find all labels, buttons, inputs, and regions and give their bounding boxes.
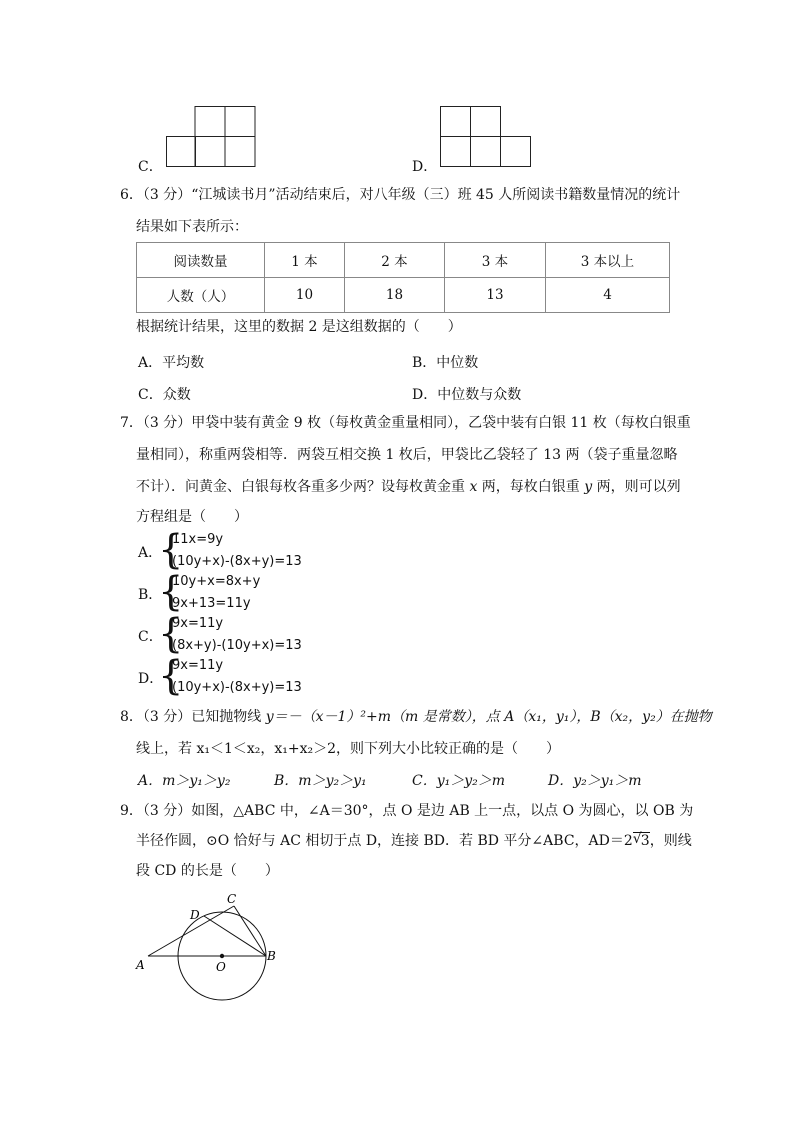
q7-line3-part2: 两，每枚白银重 [477,479,585,495]
q8-stem-line1 [120,708,712,726]
q7-option-c-eq2: (8x+y)-(10y+x)=13 [172,638,302,653]
label-o: O [216,960,226,974]
q7-option-d-eq2: (10y+x)-(8x+y)=13 [172,680,302,695]
segment-bd [204,916,266,956]
q7-option-a-eq2: (10y+x)-(8x+y)=13 [172,554,302,569]
q6-stem-line1: 6．（3 分）“江城读书月”活动结束后，对八年级（三）班 45 人所阅读书籍数量情况的统计 [120,187,681,203]
var-x: x [469,479,478,495]
table-cell: 13 [445,278,546,313]
brace-icon: { [158,527,184,573]
q9-stem-line1: 9．（3 分）如图，△ABC 中，∠A＝30°，点 O 是边 AB 上一点，以点 O 为圆心，以 OB 为 [120,803,694,819]
label-b: B [267,949,276,963]
q5-option-d-label[interactable]: D． [412,159,438,175]
q7-stem-line4: 方程组是（ ） [136,509,248,525]
q7-option-c-eq1: 9x=11y [172,616,224,631]
q8-stem-line2: 线上，若 x₁＜1＜x₂，x₁+x₂＞2，则下列大小比较正确的是（ ） [136,741,561,757]
q7-stem-line3 [136,478,681,496]
var-y: y [584,479,593,495]
q5-option-d-figure [440,106,532,168]
q7-option-b-label[interactable]: B． [138,587,163,603]
table-cell: 10 [265,278,345,313]
brace-icon: { [158,569,184,615]
q7-option-d-eq1: 9x=11y [172,658,224,673]
table-header-cell: 3 本以上 [546,243,670,278]
q7-line3-part3: 两，则可以列 [592,479,681,495]
segment-cb [234,906,266,956]
label-c: C [227,892,237,906]
q8-option-b[interactable]: B．m＞y₂＞y₁ [274,773,367,789]
q7-option-b-eq2: 9x+13=11y [172,596,251,611]
q7-option-b-eq1: 10y+x=8x+y [172,574,261,589]
table-header-cell: 1 本 [265,243,345,278]
q6-stats-table [136,242,670,313]
table-header-cell: 3 本 [445,243,546,278]
q7-option-d-label[interactable]: D． [138,671,164,687]
q5-option-c-figure [166,106,258,168]
q5-option-c-label[interactable]: C． [138,159,163,175]
q9-radicand: 3 [640,833,650,849]
q9-stem-line3: 段 CD 的长是（ ） [136,863,279,879]
q6-stem-line2: 结果如下表所示： [136,219,248,235]
q7-option-a-eq1: 11x=9y [172,532,224,547]
table-header-cell: 阅读数量 [137,243,265,278]
brace-icon: { [158,611,184,657]
q8-option-c[interactable]: C．y₁＞y₂＞m [412,773,506,789]
q8-line1-prefix: 8．（3 分）已知抛物线 [120,709,266,725]
q7-option-c-label[interactable]: C． [138,629,163,645]
table-header-cell: 2 本 [345,243,445,278]
table-cell: 人数（人） [137,278,265,313]
q6-option-c[interactable]: C．众数 [138,387,191,403]
q8-formula: y＝－（x－1）²+m（m 是常数），点 A（x₁，y₁），B（x₂，y₂）在抛物 [265,709,712,725]
q7-stem-line2: 量相同），称重两袋相等．两袋互相交换 1 枚后，甲袋比乙袋轻了 13 两（袋子重量忽略 [136,447,678,463]
q9-stem-line2 [136,832,692,850]
q6-question: 根据统计结果，这里的数据 2 是这组数据的（ ） [136,319,462,335]
q7-line3-part1: 不计）．问黄金、白银每枚各重多少两？设每枚黄金重 [136,479,470,495]
q9-line2-part2: ，则线 [649,833,692,849]
q8-option-a[interactable]: A．m＞y₁＞y₂ [138,773,231,789]
table-cell: 18 [345,278,445,313]
point-o-dot [220,954,224,958]
q7-stem-line1: 7．（3 分）甲袋中装有黄金 9 枚（每枚黄金重量相同），乙袋中装有白银 11 枚（每枚白银重 [120,415,691,431]
brace-icon: { [158,653,184,699]
label-d: D [190,908,200,922]
table-header-row [137,243,670,278]
sqrt-icon: √ 3 [632,831,650,849]
q8-option-d[interactable]: D．y₂＞y₁＞m [548,773,642,789]
q6-option-a[interactable]: A．平均数 [138,355,205,371]
q7-option-a-label[interactable]: A． [138,545,163,561]
table-cell: 4 [546,278,670,313]
q6-option-b[interactable]: B．中位数 [412,355,479,371]
table-row [137,278,670,313]
q9-line2-part1: 半径作圆，⊙O 恰好与 AC 相切于点 D，连接 BD．若 BD 平分∠ABC，AD＝2 [136,833,633,849]
q9-geometry-figure [134,890,294,1006]
q6-option-d[interactable]: D．中位数与众数 [412,387,522,403]
label-a: A [136,958,145,972]
